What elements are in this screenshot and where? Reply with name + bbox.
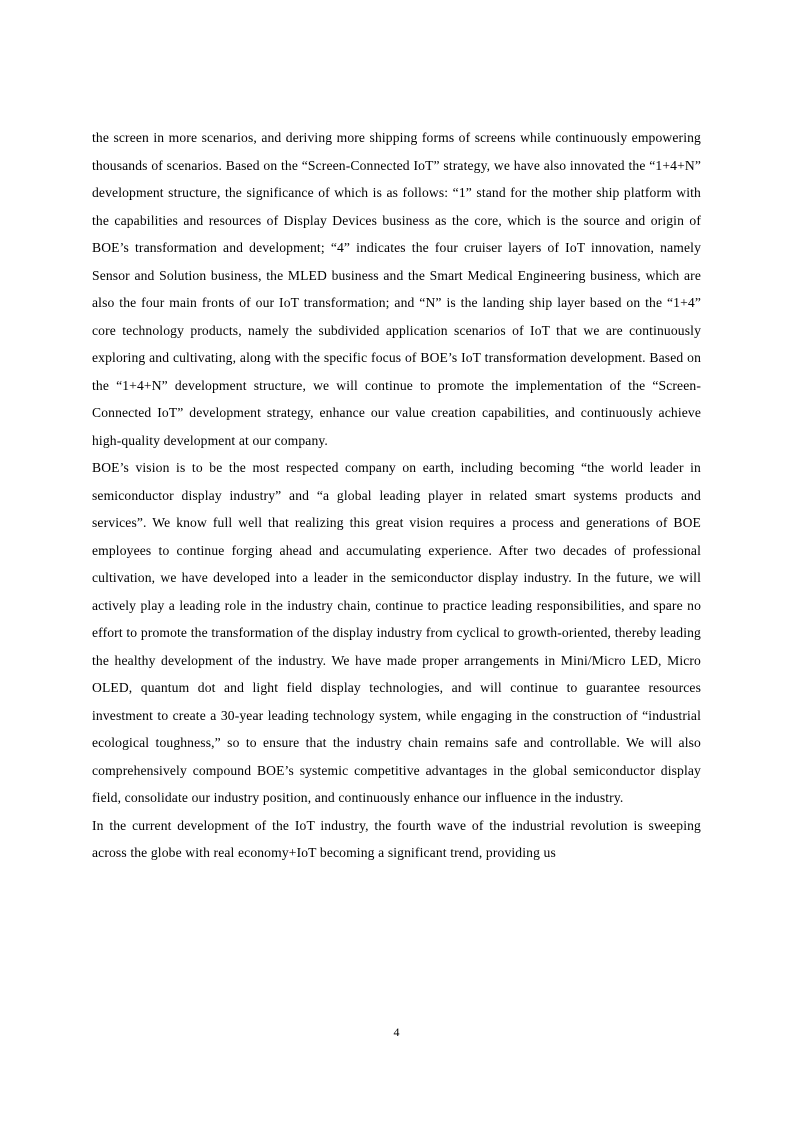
page-body-text [92, 124, 701, 867]
page-number: 4 [393, 1025, 400, 1039]
paragraph: the screen in more scenarios, and deriving more shipping forms of screens while continuously empowering thousands of scenarios. Based on the “Screen-Connected IoT” strategy, we have also innovated the “1+4+N” development structure, the significance of which is as follows: “1” stand for the mother ship platform with the capabilities and resources of Display Devices business as the core, which is the source and origin of BOE’s transformation and development; “4” indicates the four cruiser layers of IoT innovation, namely Sensor and Solution business, the MLED business and the Smart Medical Engineering business, which are also the four main fronts of our IoT transformation; and “N” is the landing ship layer based on the “1+4” core technology products, namely the subdivided application scenarios of IoT that we are continuously exploring and cultivating, along with the specific focus of BOE’s IoT transformation development. Based on the “1+4+N” development structure, we will continue to promote the implementation of the “Screen-Connected IoT” development strategy, enhance our value creation capabilities, and continuously achieve high-quality development at our company. [92, 130, 701, 448]
paragraph: In the current development of the IoT industry, the fourth wave of the industrial revolution is sweeping across the globe with real economy+IoT becoming a significant trend, providing us [92, 817, 701, 860]
paragraph: BOE’s vision is to be the most respected company on earth, including becoming “the world leader in semiconductor display industry” and “a global leading player in related smart systems products and services”. We know full well that realizing this great vision requires a process and generations of BOE employees to continue forging ahead and accumulating experience. After two decades of professional cultivation, we have developed into a leader in the semiconductor display industry. In the future, we will actively play a leading role in the industry chain, continue to practice leading responsibilities, and spare no effort to promote the transformation of the display industry from cyclical to growth-oriented, thereby leading the healthy development of the industry. We have made proper arrangements in Mini/Micro LED, Micro OLED, quantum dot and light field display technologies, and will continue to guarantee resources investment to create a 30-year leading technology system, while engaging in the construction of “industrial ecological toughness,” so to ensure that the industry chain remains safe and controllable. We will also comprehensively compound BOE’s systemic competitive advantages in the global semiconductor display field, consolidate our industry position, and continuously enhance our influence in the industry. [92, 460, 701, 805]
